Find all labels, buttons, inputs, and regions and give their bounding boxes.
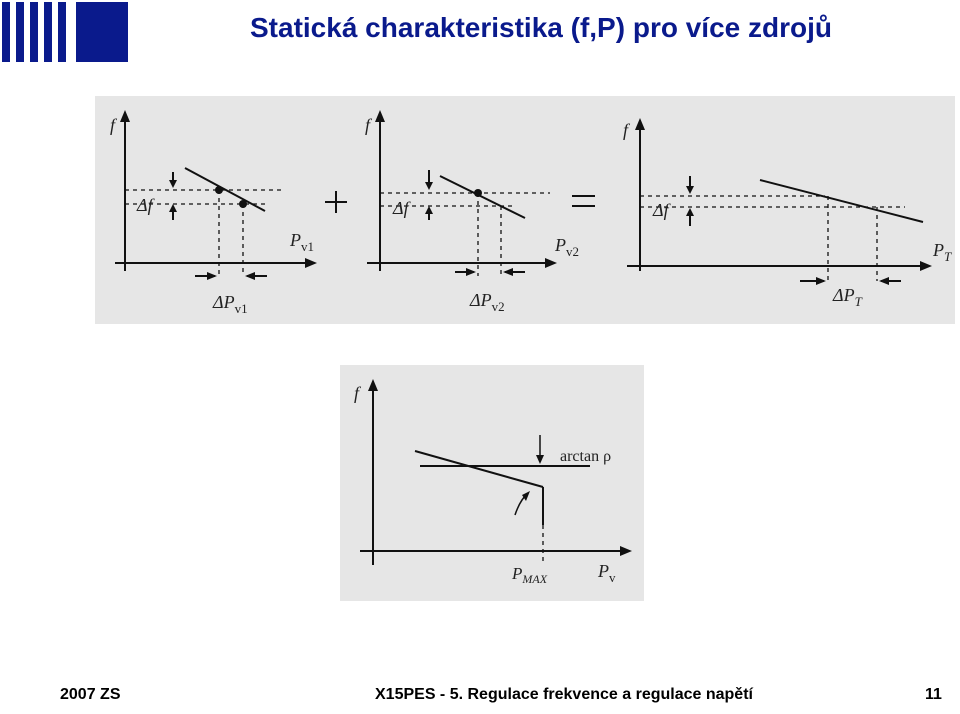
- g3-delta-p: $\Delta P_T$: [833, 285, 862, 309]
- top-diagram: [95, 96, 955, 324]
- university-logo: [0, 0, 130, 64]
- g3-axis-f: f: [623, 120, 629, 140]
- bottom-axis-f: f: [354, 383, 360, 403]
- g3-x-label: $P_T$: [933, 240, 952, 264]
- g2-x-label: $P_{v2}$: [555, 235, 579, 259]
- g2-axis-f: f: [365, 115, 371, 135]
- g2-delta-p: $\Delta P_{v2}$: [470, 290, 505, 314]
- bottom-diagram: [340, 365, 644, 601]
- g1-x-label: $P_{v1}$: [290, 230, 314, 254]
- arctan-label: arctan ρ: [560, 448, 612, 465]
- g1-axis-f: f: [110, 115, 116, 135]
- p-max-label: $P_{MAX}$: [512, 564, 548, 586]
- g2-delta-f: Δf: [393, 198, 409, 218]
- g1-delta-p: $\Delta P_{v1}$: [213, 292, 248, 316]
- page-title: Statická charakteristika (f,P) pro více zdrojů: [250, 12, 832, 43]
- g1-delta-f: Δf: [137, 195, 153, 215]
- g3-delta-f: Δf: [653, 200, 669, 220]
- bottom-x-label: $P_v$: [598, 561, 616, 585]
- footer-year: 2007 ZS: [60, 686, 121, 703]
- footer-course: X15PES - 5. Regulace frekvence a regulace napětí: [375, 686, 753, 703]
- page-number: 11: [925, 686, 942, 703]
